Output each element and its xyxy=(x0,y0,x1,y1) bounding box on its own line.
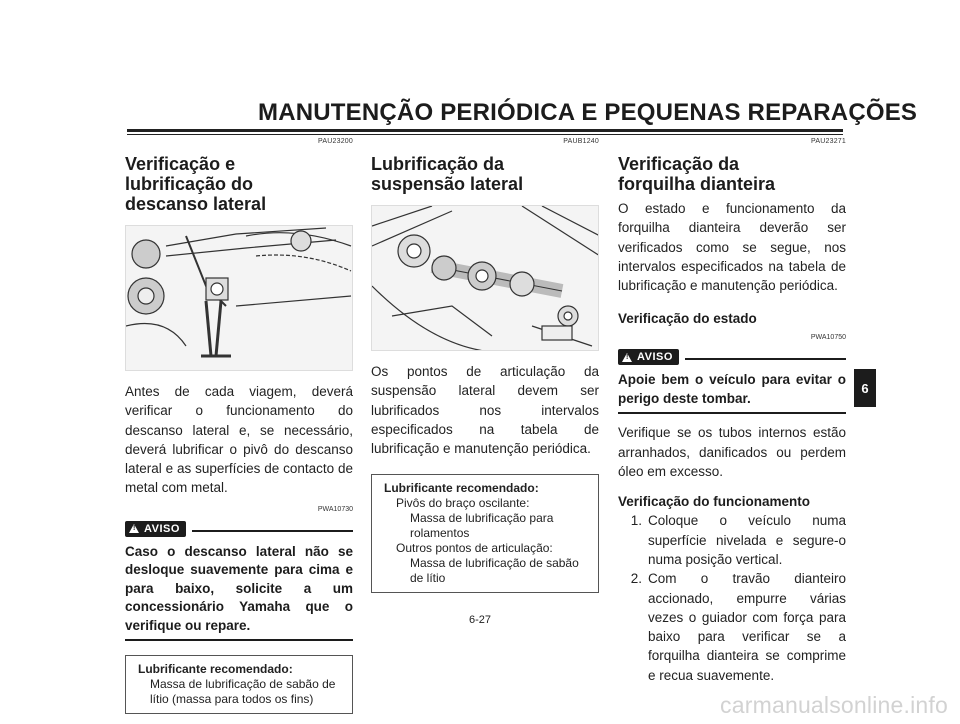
section-code: PAUB1240 xyxy=(563,138,599,145)
page-header-title: MANUTENÇÃO PERIÓDICA E PEQUENAS REPARAÇÕES xyxy=(258,99,918,126)
section-code: PAU23200 xyxy=(318,138,353,145)
section-title: Lubrificação da suspensão lateral xyxy=(371,154,524,194)
warning-triangle-icon: ! xyxy=(129,524,139,533)
warning-label: AVISO xyxy=(144,522,180,535)
section-title: Verificação e lubrificação do descanso lateral xyxy=(125,154,267,214)
list-item xyxy=(618,511,846,569)
lubricant-group: Outros pontos de articulação: xyxy=(396,541,553,556)
list-text: Coloque o veículo numa superfície nivelada e segure-o numa posição vertical. xyxy=(648,513,846,567)
chapter-tab: 6 xyxy=(854,369,876,407)
section-front-fork xyxy=(618,138,846,685)
sidestand-illustration xyxy=(125,225,353,371)
warning-code: PWA10750 xyxy=(810,334,846,342)
list-number: 1. xyxy=(630,513,642,529)
lubricant-item: Massa de lubrificação de sabão de lítio (massa para todos os fins) xyxy=(150,677,336,707)
body-paragraph: Verifique se os tubos internos estão arranhados, danificados ou perdem óleo em excesso. xyxy=(618,425,846,480)
lubricant-box xyxy=(371,474,599,593)
swingarm-suspension-illustration xyxy=(371,205,599,351)
warning-text: Caso o descanso lateral não se desloque suavemente para cima e para baixo, solicite a um concessionário Yamaha que o verifique ou repare. xyxy=(125,538,353,642)
section-code: PAU23271 xyxy=(811,138,846,145)
section-suspension xyxy=(371,138,599,593)
section-sidestand xyxy=(125,138,353,714)
warning-header xyxy=(125,505,353,538)
warning-text: Apoie bem o veículo para evitar o perigo deste tombar. xyxy=(618,366,846,414)
warning-badge xyxy=(125,521,186,537)
warning-triangle-icon: ! xyxy=(622,353,632,362)
body-paragraph: Os pontos de articulação da suspensão lateral devem ser lubrificados nos intervalos especificados na tabela de lubrificação e manutenção periódica. xyxy=(371,364,599,457)
watermark: carmanualsonline.info xyxy=(720,692,948,718)
warning-rule xyxy=(192,530,353,532)
page-number: 6-27 xyxy=(468,614,492,626)
warning-label: AVISO xyxy=(637,351,673,364)
list-text: Com o travão dianteiro accionado, empurre várias vezes o guiador com força para baixo para verificar se a forquilha dianteira se comprime e recua suavemente. xyxy=(648,571,846,683)
lubricant-title: Lubrificante recomendado: xyxy=(384,481,539,496)
lubricant-item: Massa de lubrificação de sabão de lítio xyxy=(410,556,579,586)
list-number: 2. xyxy=(630,571,642,587)
intro-paragraph: O estado e funcionamento da forquilha dianteira deverão ser verificados como se segue, nos intervalos especificados na tabela de lubrificação e manutenção periódica. xyxy=(618,201,846,294)
subsection-title: Verificação do estado xyxy=(618,311,757,327)
lubricant-box xyxy=(125,655,353,714)
lubricant-item: Massa de lubrificação para rolamentos xyxy=(410,511,554,541)
header-rule xyxy=(127,129,843,132)
list-item xyxy=(618,569,846,685)
body-paragraph: Antes de cada viagem, deverá verificar o funcionamento do descanso lateral e, se necessário, deverá lubrificar o pivô do descanso lateral e as superfícies de contacto de metal com metal. xyxy=(125,384,353,496)
warning-rule xyxy=(685,358,846,360)
header-rule-thin xyxy=(127,134,843,135)
lubricant-group: Pivôs do braço oscilante: xyxy=(396,496,530,511)
subsection-title: Verificação do funcionamento xyxy=(618,494,811,510)
warning-code: PWA10730 xyxy=(317,505,353,513)
warning-header xyxy=(618,334,846,366)
lubricant-title: Lubrificante recomendado: xyxy=(138,662,293,677)
section-title: Verificação da forquilha dianteira xyxy=(618,154,776,194)
warning-badge xyxy=(618,349,679,365)
